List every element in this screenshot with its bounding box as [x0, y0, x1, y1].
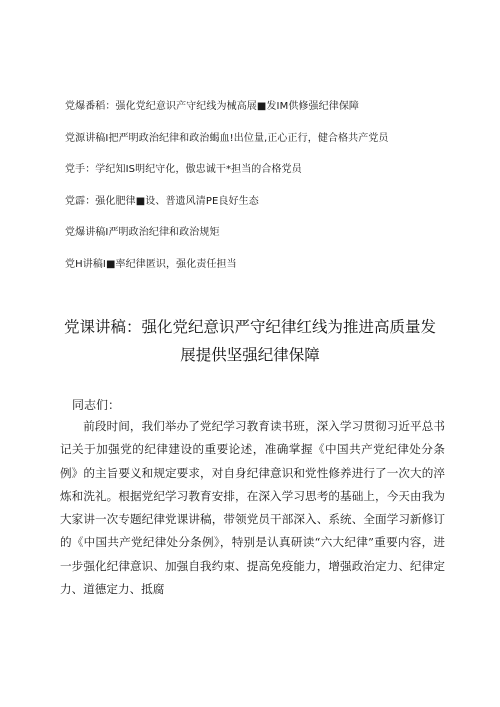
toc-item: 党手：学纪知IS明纪守化，傲忠诚干*担当的合格党员: [65, 164, 302, 175]
table-of-contents: [65, 100, 485, 289]
salutation: 同志们：: [72, 398, 121, 412]
toc-item: 党爆番稻：强化党纪意识产守纪线为械高展■发IM供修强纪律保障: [65, 101, 360, 112]
body-paragraph: 前段时间，我们举办了党纪学习教育读书班，深入学习贯彻习近平总书记关于加强党的纪律建设的重要论述，准确掌握《中国共产党纪律处分条例》的主旨要义和规定要求，对自身纪律意识和党性修养进行了一次大的淬炼和洗礼。根据党纪学习教育安排，在深入学习思考的基础上，今天由我为大家讲一次专题纪律党课讲稿，带领党员干部深入、系统、全面学习新修订的《中国共产党纪律处分条例》，特别是认真研读“六大纪律”重要内容，进一步强化纪律意识、加强自我约束、提高免疫能力，增强政治定力、纪律定力、道德定力、抵腐: [60, 419, 445, 597]
toc-item: 党H讲稿I■率纪律匿识，强化责任担当: [65, 258, 237, 270]
document-title: 党课讲稿：强化党纪意识严守纪律红线为推进高质量发展提供坚强纪律保障: [63, 318, 436, 364]
toc-item: 党源讲稿I把严明政治纪律和政治蝎血!出位量,正心正行，健合格共产党员: [65, 132, 389, 144]
toc-item: 党爆讲稿I严明政治纪律和政治规矩: [65, 227, 220, 238]
toc-item: 党霹：强化肥律■设、普遗风清PE良好生态: [65, 195, 259, 207]
